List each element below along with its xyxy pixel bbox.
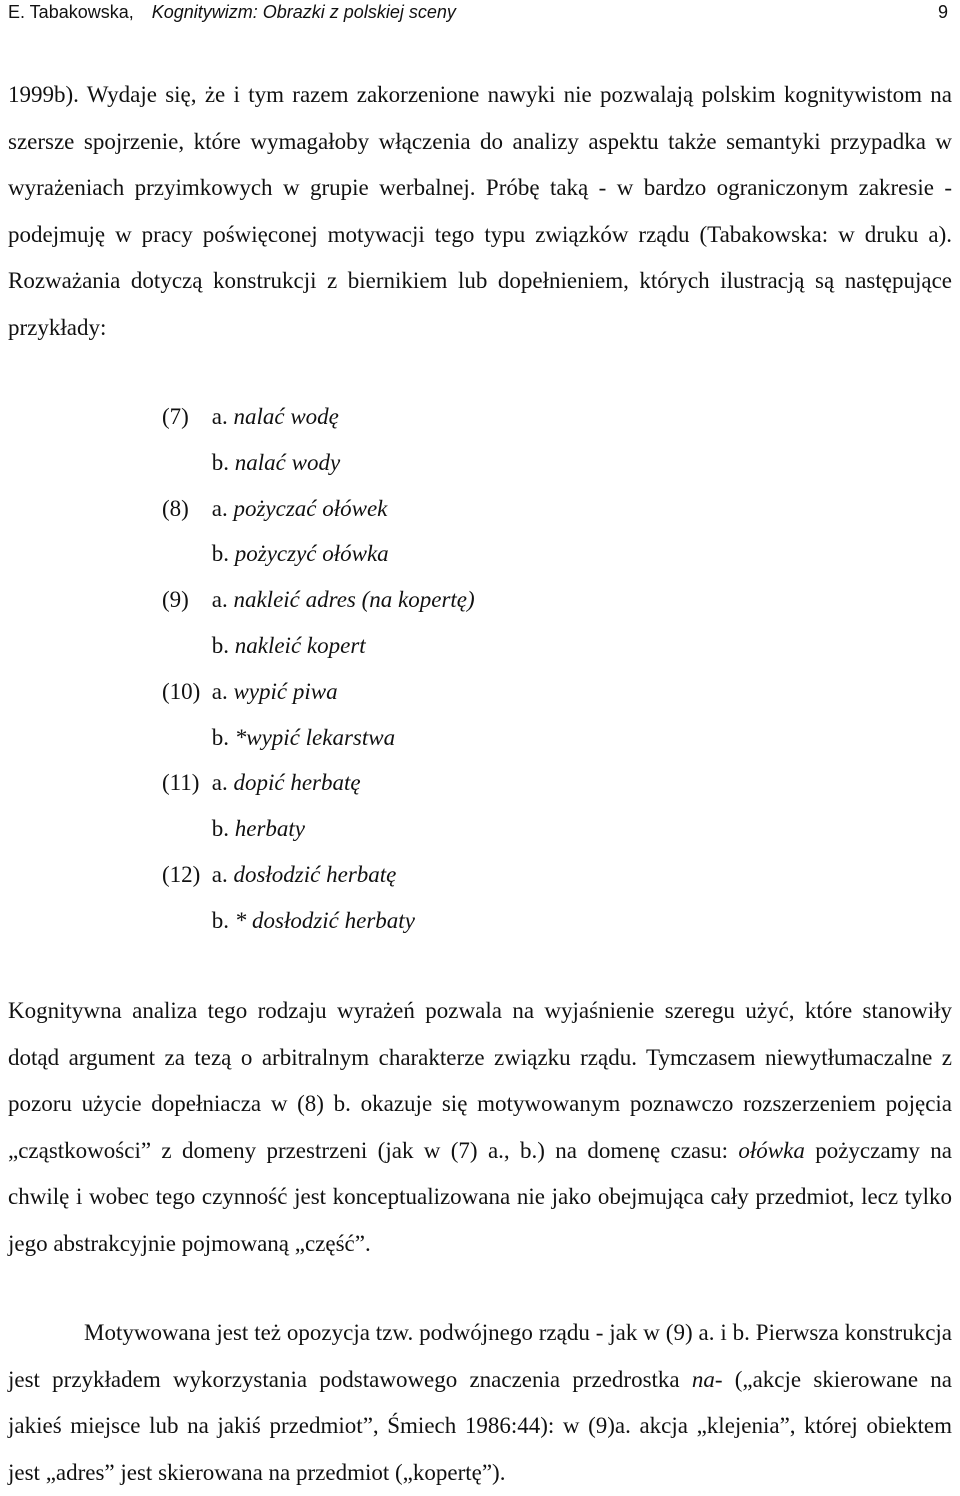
example-number: (8) xyxy=(162,495,189,521)
example-phrase: herbaty xyxy=(234,816,306,842)
paragraph-text: Kognitywna analiza tego rodzaju wyrażeń pozwala na wyjaśnienie szeregu użyć, które stanowiły dotąd argument za tezą o arbitralnym charakterze związku rządu. Tymczasem niewytłumaczalne z pozoru użycie dopełniacza w (8) b. okazuje się motywowanym poznawczo rozszerzeniem pojęcia „cząstkowości” z domeny przestrzeni (jak w (7) a., b.) na domenę czasu: xyxy=(8,998,952,1163)
example-number: (10) xyxy=(162,678,201,704)
example-item xyxy=(162,486,475,532)
example-number: (11) xyxy=(162,770,200,796)
example-letter: a. xyxy=(211,770,228,796)
example-item xyxy=(162,394,475,440)
example-item xyxy=(162,852,475,898)
example-phrase: pożyczać ołówek xyxy=(233,495,388,521)
example-phrase: dosłodzić herbatę xyxy=(233,861,397,887)
example-phrase: nalać wodę xyxy=(233,404,339,429)
body-paragraph-3 xyxy=(8,1310,952,1496)
example-letter: b. xyxy=(211,632,229,658)
example-phrase: nalać wody xyxy=(234,449,341,475)
example-letter: b. xyxy=(211,724,229,750)
page-number: 9 xyxy=(937,2,948,22)
example-letter: a. xyxy=(211,495,228,521)
example-phrase: *wypić lekarstwa xyxy=(234,724,396,750)
example-letter: b. xyxy=(211,449,229,475)
example-letter: b. xyxy=(211,541,229,567)
example-letter: b. xyxy=(211,907,229,933)
emphasis-text: na- xyxy=(691,1366,723,1392)
example-item xyxy=(162,806,475,852)
example-item xyxy=(162,898,475,944)
paragraph-text: pożyczamy na chwilę i wobec tego czynność jest konceptualizowana nie jako obejmująca cały przedmiot, lecz tylko jego abstrakcyjnie pojmowaną „część”. xyxy=(8,1137,952,1256)
example-item xyxy=(162,760,475,806)
example-phrase: nakleić kopert xyxy=(234,632,366,658)
example-item xyxy=(162,531,475,577)
example-item xyxy=(162,577,475,623)
header-running-title xyxy=(8,2,456,23)
example-phrase: pożyczyć ołówka xyxy=(234,541,389,567)
example-phrase: dopić herbatę xyxy=(233,770,361,796)
example-item xyxy=(162,715,475,761)
emphasis-text: ołówka xyxy=(738,1137,805,1163)
paragraph-text: Motywowana jest też opozycja tzw. podwójnego rządu - jak w (9) a. i b. Pierwsza konstrukcja jest przykładem wykorzystania podstawowego znaczenia przedrostka xyxy=(8,1320,952,1392)
example-number: (9) xyxy=(162,587,189,613)
example-letter: a. xyxy=(211,587,228,613)
example-letter: a. xyxy=(211,678,228,704)
example-item xyxy=(162,440,475,486)
example-phrase: nakleić adres (na kopertę) xyxy=(233,587,475,613)
example-number: (12) xyxy=(162,861,201,887)
example-letter: b. xyxy=(211,816,229,842)
example-number: (7) xyxy=(162,404,189,429)
example-list xyxy=(162,394,475,944)
paragraph-text: („akcje skierowane na jakieś miejsce lub na jakiś przedmiot”, Śmiech 1986:44): w (9)a. akcja „klejenia”, której obiektem jest „adres” jest skierowana na przedmiot („kopertę”). xyxy=(8,1366,952,1485)
body-paragraph-1: 1999b). Wydaje się, że i tym razem zakorzenione nawyki nie pozwalają polskim kognitywistom na szersze spojrzenie, które wymagałoby włączenia do analizy aspektu także semantyki przypadka w wyrażeniach przyimkowych w grupie werbalnej. Próbę taką - w bardzo ograniczonym zakresie - podejmuję w pracy poświęconej motywacji tego typu związków rządu (Tabakowska: w druku a). Rozważania dotyczą konstrukcji z biernikiem lub dopełnieniem, których ilustracją są następujące przykłady: xyxy=(8,82,952,340)
example-phrase: * dosłodzić herbaty xyxy=(234,907,415,933)
page-header xyxy=(8,0,952,26)
example-item xyxy=(162,623,475,669)
example-item xyxy=(162,669,475,715)
header-title: Kognitywizm: Obrazki z polskiej sceny xyxy=(151,2,456,22)
header-author: E. Tabakowska, xyxy=(8,2,134,22)
example-letter: a. xyxy=(211,861,228,887)
example-phrase: wypić piwa xyxy=(233,678,338,704)
body-paragraph-2 xyxy=(8,988,952,1267)
example-letter: a. xyxy=(211,404,228,429)
